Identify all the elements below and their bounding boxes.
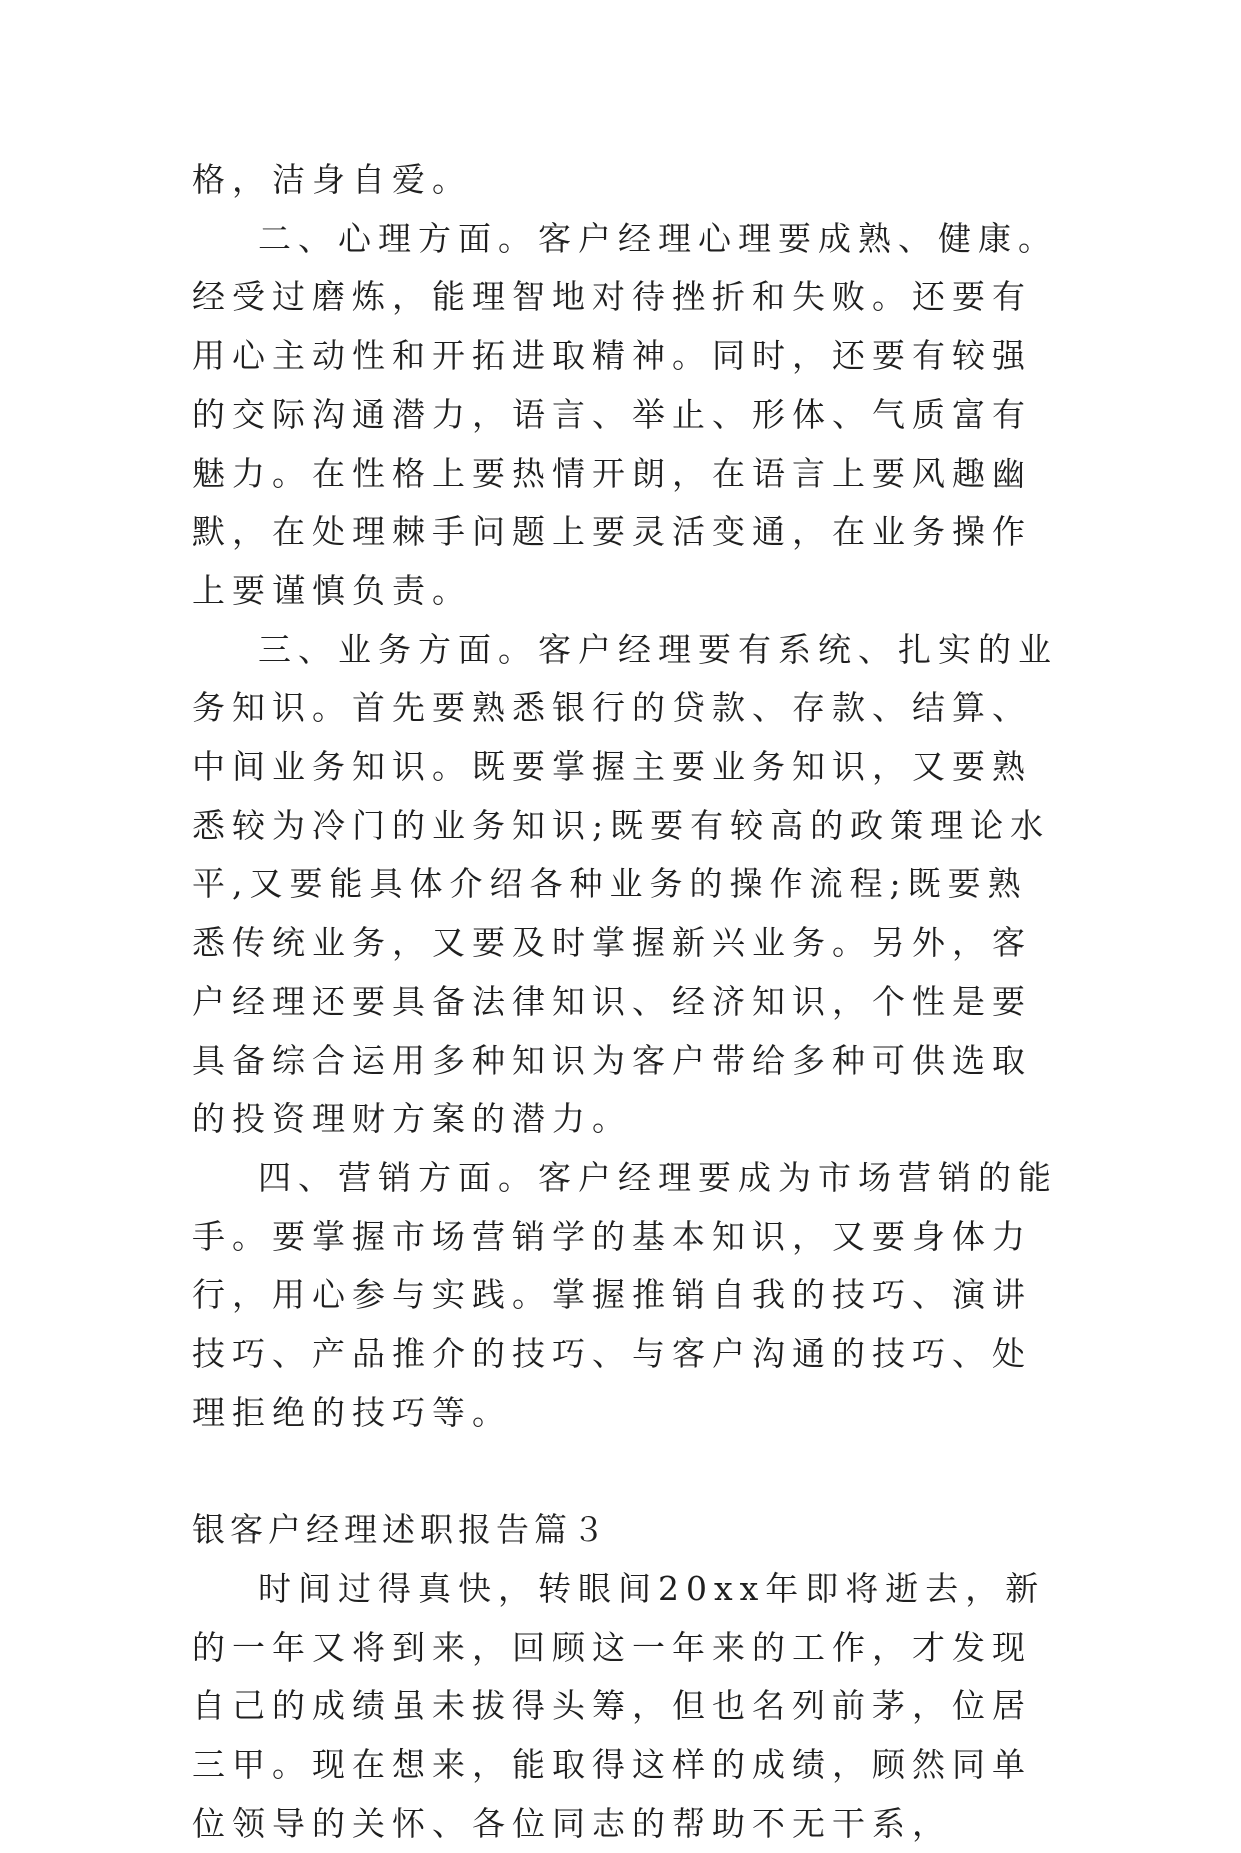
paragraph-continuation: 格，洁身自爱。 bbox=[192, 160, 472, 199]
paragraph-business: 三、业务方面。客户经理要有系统、扎实的业务知识。首先要熟悉银行的贷款、存款、结算、中间业务知识。既要掌握主要业务知识，又要熟悉较为冷门的业务知识;既要有较高的政策理论水平,又要能具体介绍各种业务的操作流程;既要熟悉传统业务，又要及时掌握新兴业务。另外，客户经理还要具备法律知识、经济知识，个性是要具备综合运用多种知识为客户带给多种可供选取的投资理财方案的潜力。 bbox=[192, 629, 1058, 1139]
paragraph-section-intro: 时间过得真快，转眼间20xx年即将逝去，新的一年又将到来，回顾这一年来的工作，才发现自己的成绩虽未拔得头筹，但也名列前茅，位居三甲。现在想来，能取得这样的成绩，顾然同单位领导的关怀、各位同志的帮助不无干系， bbox=[192, 1568, 1046, 1843]
section-heading: 银客户经理述职报告篇３ bbox=[192, 1510, 610, 1550]
document-page bbox=[192, 151, 1062, 1853]
paragraph-psychology: 二、心理方面。客户经理心理要成熟、健康。经受过磨炼，能理智地对待挫折和失败。还要有用心主动性和开拓进取精神。同时，还要有较强的交际沟通潜力，语言、举止、形体、气质富有魅力。在性格上要热情开朗，在语言上要风趣幽默，在处理棘手问题上要灵活变通，在业务操作上要谨慎负责。 bbox=[192, 218, 1058, 610]
paragraph-marketing: 四、营销方面。客户经理要成为市场营销的能手。要掌握市场营销学的基本知识，又要身体力行，用心参与实践。掌握推销自我的技巧、演讲技巧、产品推介的技巧、与客户沟通的技巧、处理拒绝的技巧等。 bbox=[192, 1157, 1058, 1432]
